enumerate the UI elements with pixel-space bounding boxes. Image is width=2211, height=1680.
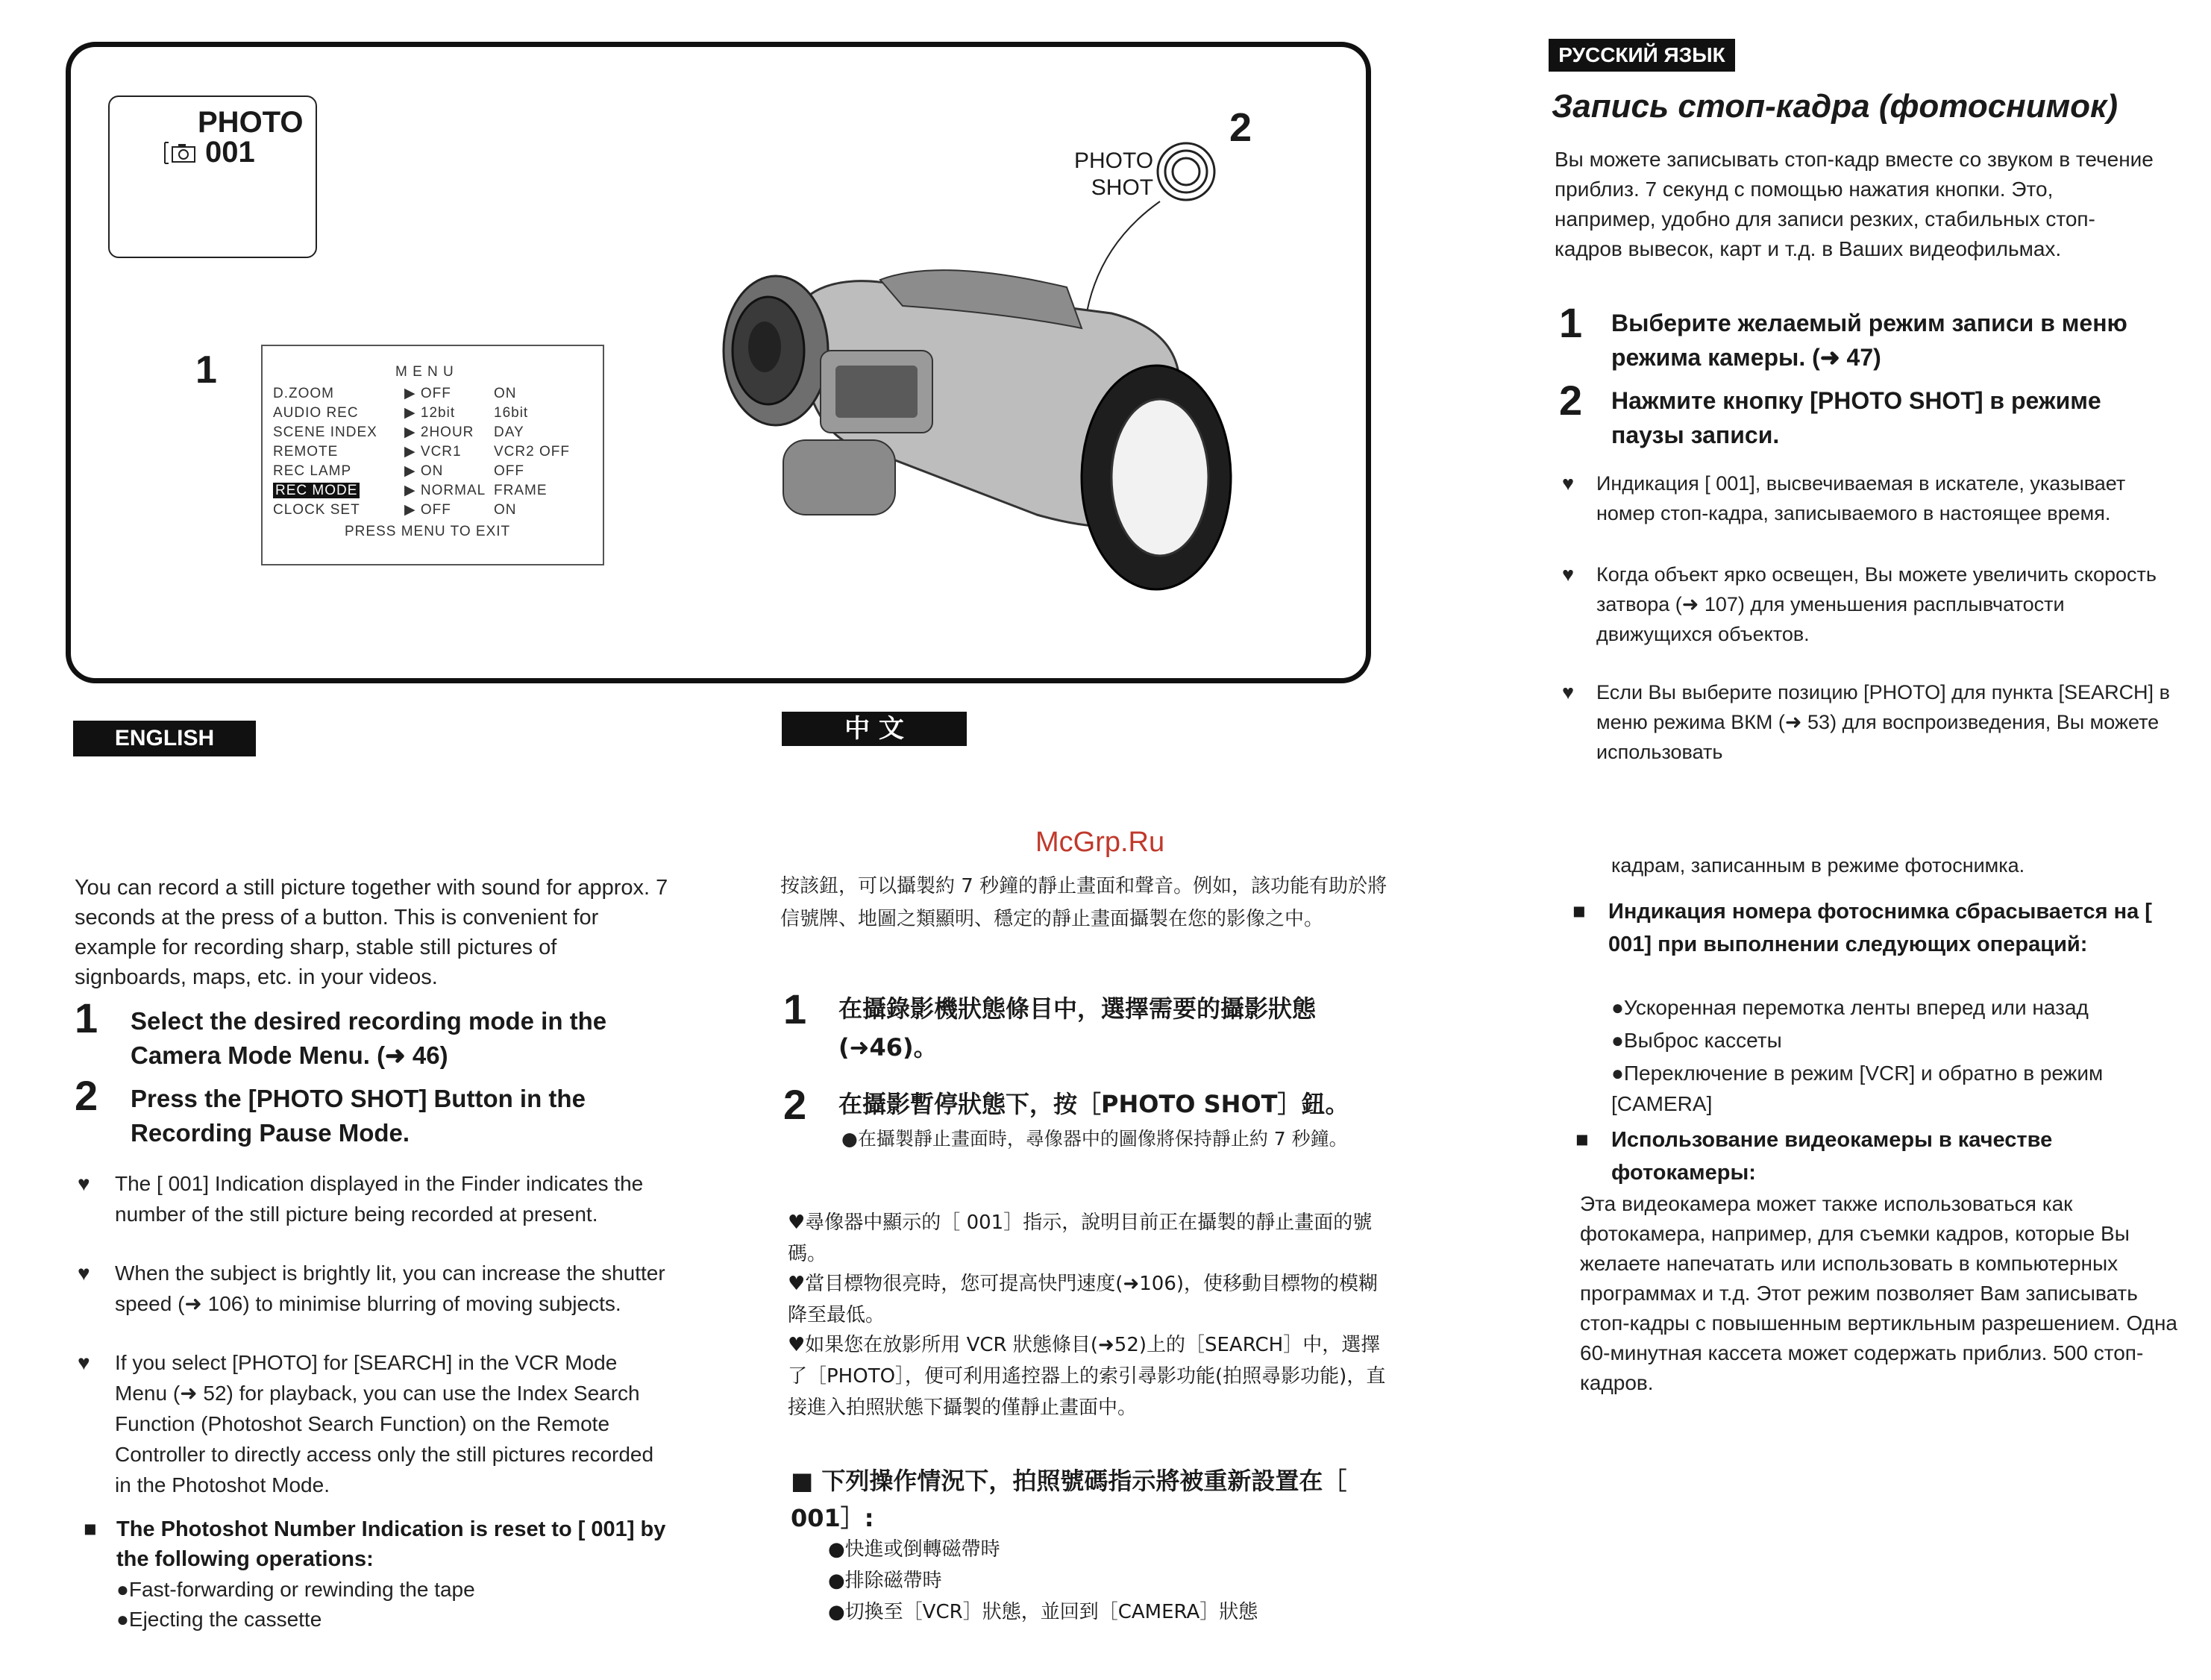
english-reset-item-2: ●Ejecting the cassette xyxy=(116,1608,322,1631)
menu-row: REC LAMP ▶ ON OFF xyxy=(273,463,524,479)
menu-title: M E N U xyxy=(395,364,454,380)
english-step-2: Press the [PHOTO SHOT] Button in the Recording Pause Mode. xyxy=(131,1085,586,1147)
heart-bullet-icon: ♥ xyxy=(1562,472,1575,495)
chinese-step-1-number: 1 xyxy=(783,985,807,1032)
watermark: McGrp.Ru xyxy=(1035,827,1165,858)
english-section-tag: ENGLISH xyxy=(73,721,256,756)
menu-footer: PRESS MENU TO EXIT xyxy=(345,524,511,539)
heart-bullet-icon: ♥ xyxy=(78,1172,90,1195)
photo-shot-callout-line2: SHOT xyxy=(1091,175,1154,200)
chinese-step-2-note: ●在攝製靜止畫面時，尋像器中的圖像將保持靜止約 7 秒鐘。 xyxy=(841,1128,1348,1150)
menu-row: REMOTE ▶ VCR1 VCR2 OFF xyxy=(273,444,570,460)
english-intro: You can record a still picture together with sound for approx. 7 seconds at the press of a button. This is convenient for example for recording sharp, stable still pictures of signboards, maps, etc. in your videos. xyxy=(75,876,668,989)
russian-reset-heading: ■ Индикация номера фотоснимка сбрасывается на [ 001] при выполнении следующих операций: xyxy=(1572,895,2169,961)
english-step-1-number: 1 xyxy=(75,994,98,1041)
photo-shot-button-icon xyxy=(1158,143,1214,200)
english-reset-heading: ■ The Photoshot Number Indication is reset to [ 001] by the following operations: xyxy=(84,1514,673,1574)
russian-section-tag: РУССКИЙ ЯЗЫК xyxy=(1549,39,1735,72)
english-bullet-1: ♥ The [ 001] Indication displayed in the Finder indicates the number of the still picture being recorded at present. xyxy=(78,1168,674,1229)
russian-step-2: Нажмите кнопку [PHOTO SHOT] в режиме паузы записи. xyxy=(1611,387,2101,448)
russian-title: Запись стоп-кадра (фотоснимок) xyxy=(1552,88,2118,125)
chinese-bullet-2: ♥當目標物很亮時，您可提高快門速度(➜106)，使移動目標物的模糊降至最低。 xyxy=(788,1273,1379,1326)
english-step-1: Select the desired recording mode in the Camera Mode Menu. (➜ 46) xyxy=(131,1007,607,1069)
chinese-reset-item-2: ●排除磁帶時 xyxy=(828,1570,942,1592)
chinese-bullet-1: ♥尋像器中顯示的［ 001］指示，說明目前正在攝製的靜止畫面的號碼。 xyxy=(788,1212,1373,1265)
heart-bullet-icon: ♥ xyxy=(1562,563,1575,586)
heart-bullet-icon: ♥ xyxy=(1562,681,1575,703)
menu-row: D.ZOOM ▶ OFF ON xyxy=(273,386,517,401)
russian-bullet-2: ♥ Когда объект ярко освещен, Вы можете увеличить скорость затвора (➜ 107) для уменьшения расплывчатости движущихся объектов. xyxy=(1562,560,2181,649)
chinese-bullet-3: ♥如果您在放影所用 VCR 狀態條目(➜52)上的［SEARCH］中，選擇了［PHOTO］，便可利用遙控器上的索引尋影功能(拍照尋影功能)，直接進入拍照狀態下攝製的僅靜止畫面中。 xyxy=(788,1334,1386,1419)
figure-step-2-label: 2 xyxy=(1229,105,1252,150)
menu-row: SCENE INDEX ▶ 2HOUR DAY xyxy=(273,424,524,440)
square-bullet-icon: ■ xyxy=(1572,900,1586,924)
lcd-photo-label: PHOTO xyxy=(198,106,304,139)
menu-row: CLOCK SET ▶ OFF ON xyxy=(273,502,517,518)
menu-row-selected: REC MODE ▶ NORMAL FRAME xyxy=(273,482,548,499)
chinese-reset-heading: ■ 下列操作情況下，拍照號碼指示將被重新設置在［ 001］: xyxy=(791,1467,1347,1532)
english-bullet-3: ♥ If you select [PHOTO] for [SEARCH] in the VCR Mode Menu (➜ 52) for playback, you can use the Index Search Function (Photoshot Search Function) on the Remote Controller to directly access only the still pictures recorded in the Photoshot Mode. xyxy=(78,1347,674,1500)
chinese-intro: 按該鈕，可以攝製約 7 秒鐘的靜止畫面和聲音。例如，該功能有助於將信號牌、地圖之類顯明、穩定的靜止畫面攝製在您的影像之中。 xyxy=(780,875,1387,930)
english-reset-item-1: ●Fast-forwarding or rewinding the tape xyxy=(116,1578,475,1601)
photo-shot-callout-line1: PHOTO xyxy=(1074,148,1154,173)
russian-reset-item-1: ●Ускоренная перемотка ленты вперед или назад xyxy=(1611,996,2089,1019)
heart-bullet-icon: ♥ xyxy=(78,1261,90,1285)
russian-reset-item-3: ●Переключение в режим [VCR] и обратно в режим [CAMERA] xyxy=(1611,1062,2104,1115)
square-bullet-icon: ■ xyxy=(1575,1128,1589,1152)
camera-menu-screen xyxy=(261,345,604,565)
russian-intro: Вы можете записывать стоп-кадр вместе со звуком в течение приблиз. 7 секунд с помощью нажатия кнопки. Это, например, удобно для записи резких, стабильных стоп-кадров вывесок, карт и т.д. в Ваших видеофильмах. xyxy=(1555,148,2154,260)
camcorder-illustration xyxy=(694,127,1261,612)
english-step-2-number: 2 xyxy=(75,1072,98,1119)
russian-step-1: Выберите желаемый режим записи в меню режима камеры. (➜ 47) xyxy=(1611,310,2127,371)
chinese-section-tag: 中 文 xyxy=(782,712,967,746)
russian-bullet-3: ♥ Если Вы выберите позицию [PHOTO] для пункта [SEARCH] в меню режима ВКМ (➜ 53) для воспроизведения, Вы можете использовать xyxy=(1562,677,2181,765)
photo-icon xyxy=(162,140,205,166)
russian-step-1-number: 1 xyxy=(1559,299,1583,346)
lcd-counter-value: 001 xyxy=(205,136,255,169)
chinese-step-2-number: 2 xyxy=(783,1081,807,1128)
chinese-step-1: 在攝錄影機狀態條目中，選擇需要的攝影狀態(➜46)。 xyxy=(838,994,1317,1062)
eyecup-window xyxy=(1111,399,1208,556)
camera-grip xyxy=(783,440,895,515)
english-bullet-2: ♥ When the subject is brightly lit, you can increase the shutter speed (➜ 106) to minimise blurring of moving subjects. xyxy=(78,1258,674,1319)
russian-camera-heading: ■ Использование видеокамеры в качестве фотокамеры: xyxy=(1575,1123,2157,1189)
heart-bullet-icon: ♥ xyxy=(78,1351,90,1374)
square-bullet-icon: ■ xyxy=(84,1517,97,1541)
lcd-counter xyxy=(162,136,255,169)
callout-line xyxy=(1085,201,1160,321)
chinese-step-2: 在攝影暫停狀態下，按［PHOTO SHOT］鈕。 xyxy=(838,1090,1349,1118)
viewfinder-display xyxy=(108,95,317,258)
russian-step-2-number: 2 xyxy=(1559,377,1583,424)
russian-camera-text: Эта видеокамера может также использоваться как фотокамера, например, для съемки кадров, которые Вы желаете напечатать или использовать в компьютерных программах и т.д. Этот режим позволяет Вам записывать стоп-кадры с повышенным вертикльным разрешением. Одна 60-минутная кассета может содержать приблиз. 500 стоп-кадров. xyxy=(1580,1192,2177,1394)
side-display xyxy=(835,366,918,418)
russian-bullet-3-continued: кадрам, записанным в режиме фотоснимка. xyxy=(1611,854,2025,877)
menu-row: AUDIO REC ▶ 12bit 16bit xyxy=(273,405,529,421)
russian-bullet-1: ♥ Индикация [ 001], высвечиваемая в искателе, указывает номер стоп-кадра, записываемого в настоящее время. xyxy=(1562,468,2181,528)
figure-step-1-label: 1 xyxy=(195,348,217,392)
lens-center xyxy=(748,322,781,372)
russian-reset-item-2: ●Выброс кассеты xyxy=(1611,1029,1782,1052)
chinese-reset-item-1: ●快進或倒轉磁帶時 xyxy=(828,1538,1000,1561)
chinese-reset-item-3: ●切換至［VCR］狀態，並回到［CAMERA］狀態 xyxy=(828,1601,1258,1623)
